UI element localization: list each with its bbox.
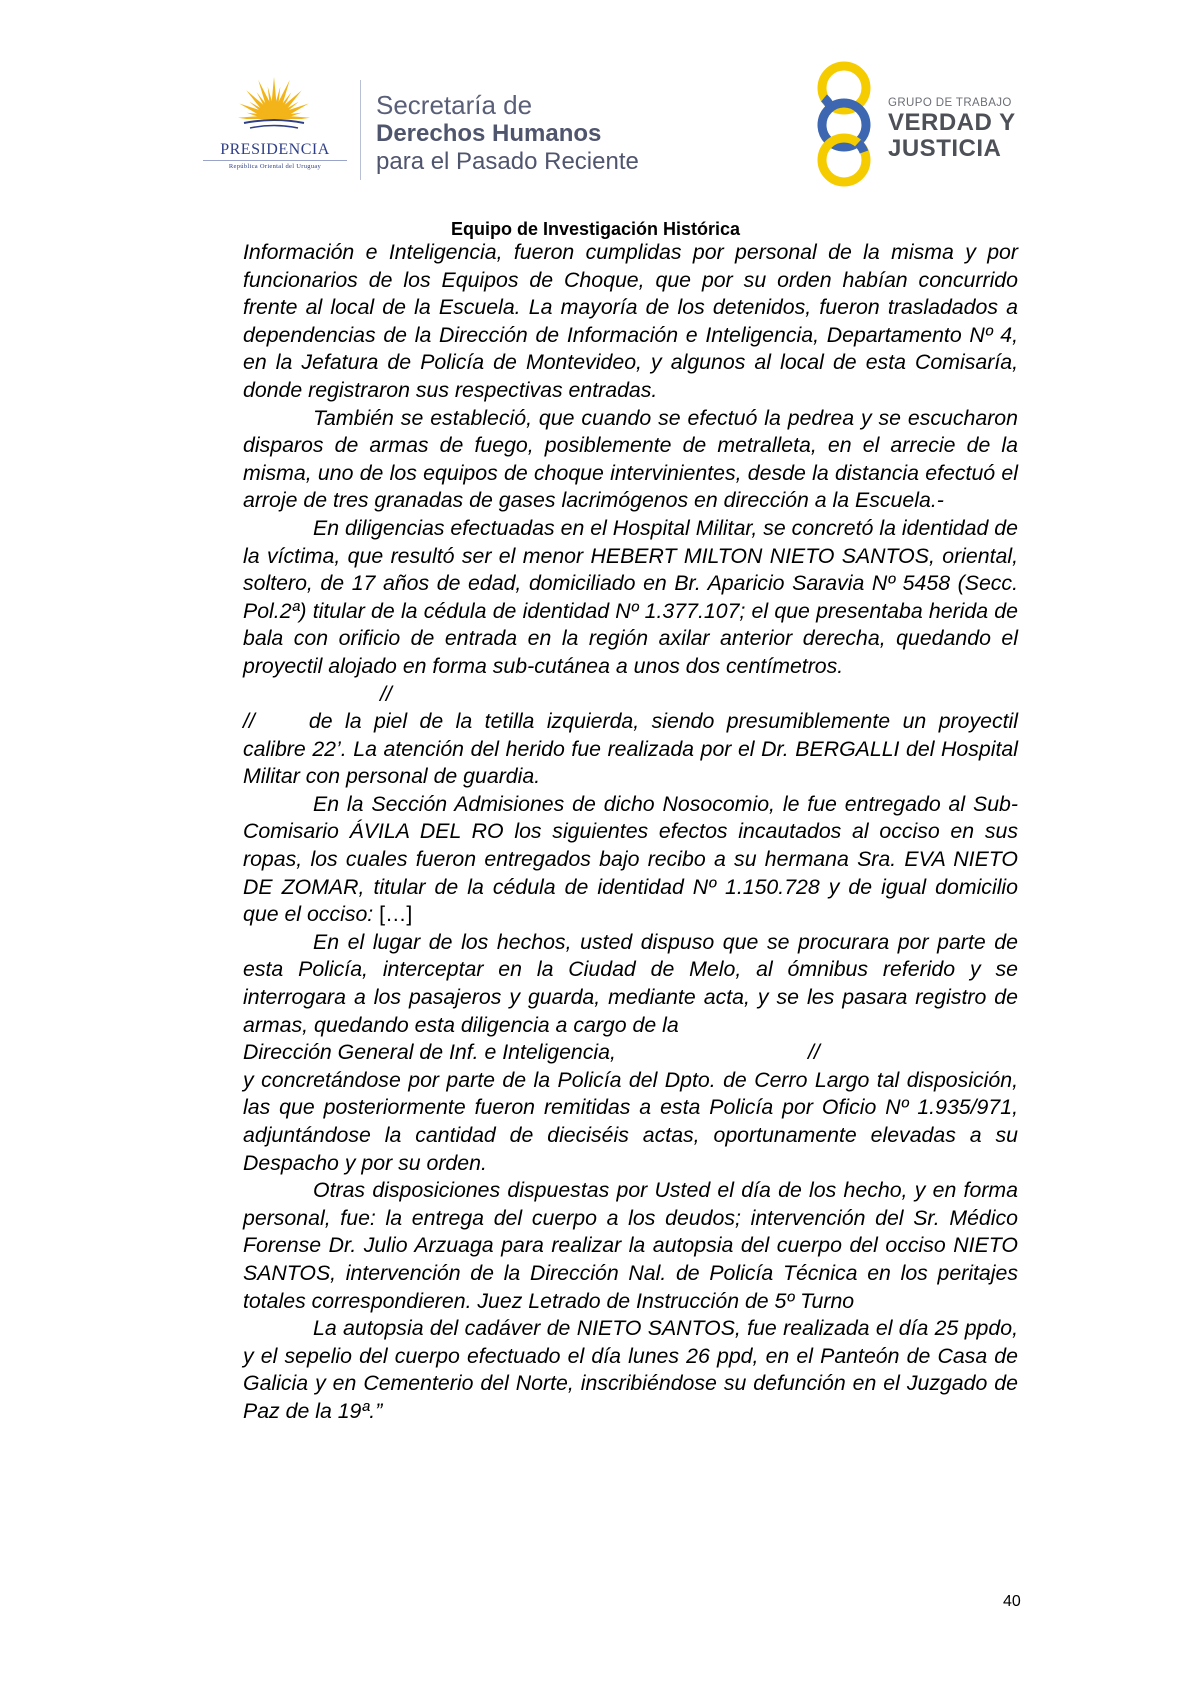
page-header: [0, 0, 1191, 215]
presidencia-subtitle: República Oriental del Uruguay: [228, 163, 322, 170]
secretaria-line-1: Secretaría de: [376, 90, 533, 120]
page-break-mark-row: [243, 681, 1018, 709]
paragraph-6-last-text: Dirección General de Inf. e Inteligencia,: [243, 1040, 616, 1065]
grupo-line-3: JUSTICIA: [888, 135, 1002, 162]
presidencia-logo: [195, 75, 355, 190]
page-break-mark: //: [380, 681, 392, 706]
paragraph-7: y concretándose por parte de la Policía del Dpto. de Cerro Largo tal disposición, las que posteriormente fueron remitidas a esta Policía por Oficio Nº 1.935/971, adjuntándose la cantidad de dieciséis actas, oportunamente elevadas a su Despacho y por su orden.: [243, 1067, 1018, 1175]
paragraph-4-text: de la piel de la tetilla izquierda, siendo presumiblemente un proyectil calibre 22’. La atención del herido fue realizada por el Dr. BERGALLI del Hospital Militar con personal de guardia.: [243, 709, 1018, 789]
page-number: 40: [1003, 1593, 1021, 1610]
presidencia-rule: [203, 160, 347, 161]
paragraph-6-last-line: [243, 1039, 1018, 1067]
paragraph-9: La autopsia del cadáver de NIETO SANTOS, fue realizada el día 25 ppdo, y el sepelio del cuerpo efectuado el día lunes 26 ppd, en el Panteón de Casa de Galicia y en Cementerio del Norte, inscribiéndose su defunción en el Juzgado de Paz de la 19ª.”: [243, 1316, 1018, 1423]
grupo-trabajo-logo-text: [888, 96, 1016, 162]
paragraph-8: Otras disposiciones dispuestas por Usted el día de los hecho, y en forma personal, fue: la entrega del cuerpo a los deudos; intervención del Sr. Médico Forense Dr. Julio Arzuaga para realizar la autopsia del cuerpo del occiso NIETO SANTOS, intervención de la Dirección Nal. de Policía Técnica en los peritajes totales correspondieren. Juez Letrado de Instrucción de 5º Turno: [243, 1178, 1018, 1313]
continuation-mark: //: [243, 709, 255, 734]
line-fill-mark: //: [808, 1040, 820, 1065]
sun-logo-icon: [233, 75, 315, 137]
secretaria-line-3: para el Pasado Reciente: [376, 148, 639, 175]
paragraph-5-text: En la Sección Admisiones de dicho Nosocomio, le fue entregado al Sub-Comisario ÁVILA DEL RO los siguientes efectos incautados al occiso en sus ropas, los cuales fueron entregados bajo recibo a su hermana Sra. EVA NIETO DE ZOMAR, titular de la cédula de identidad Nº 1.150.728 y de igual domicilio que el occiso:: [243, 791, 1018, 927]
omission-mark: […]: [379, 902, 413, 927]
paragraph-2: También se estableció, que cuando se efectuó la pedrea y se escucharon disparos de armas de fuego, posiblemente de metralleta, en el arrecie de la misma, uno de los equipos de choque intervinientes, desde la distancia efectuó el arroje de tres granadas de gases lacrimógenos en dirección a la Escuela.-: [243, 405, 1018, 513]
presidencia-name: PRESIDENCIA: [220, 141, 330, 158]
paragraph-3: En diligencias efectuadas en el Hospital Militar, se concretó la identidad de la víctima, que resultó ser el menor HEBERT MILTON NIETO SANTOS, oriental, soltero, de 17 años de edad, domiciliado en Br. Aparicio Saravia Nº 5458 (Secc. Pol.2ª) titular de la cédula de identidad Nº 1.377.107; el que presentaba herida de bala con orificio de entrada en la región axilar anterior derecha, quedando el proyectil alojado en forma sub-cutánea a unos dos centímetros.: [243, 515, 1018, 678]
paragraph-4: [243, 708, 1018, 791]
paragraph-5: [243, 791, 1018, 929]
paragraph-1: Información e Inteligencia, fueron cumplidas por personal de la misma y por funcionarios de los Equipos de Choque, que por su orden habían concurrido frente al local de la Escuela. La mayoría de los detenidos, fueron trasladados a dependencias de la Dirección de Información e Inteligencia, Departamento Nº 4, en la Jefatura de Policía de Montevideo, y algunos al local de esta Comisaría, donde registraron sus respectivas entradas.: [243, 240, 1018, 402]
secretaria-line-2: Derechos Humanos: [376, 120, 602, 147]
linked-rings-logo-icon: [810, 58, 900, 188]
secretaria-logo-text: [376, 90, 639, 176]
team-title: Equipo de Investigación Histórica: [450, 219, 741, 239]
paragraph-6: En el lugar de los hechos, usted dispuso que se procurara por parte de esta Policía, interceptar en la Ciudad de Melo, al ómnibus referido y se interrogara a los pasajeros y guarda, mediante acta, y se les pasara registro de armas, quedando esta diligencia a cargo de la: [243, 929, 1018, 1037]
grupo-line-2: VERDAD Y: [888, 109, 1016, 136]
grupo-line-1: GRUPO DE TRABAJO: [888, 97, 1012, 109]
document-body: [243, 239, 1018, 1426]
header-divider: [360, 80, 361, 180]
